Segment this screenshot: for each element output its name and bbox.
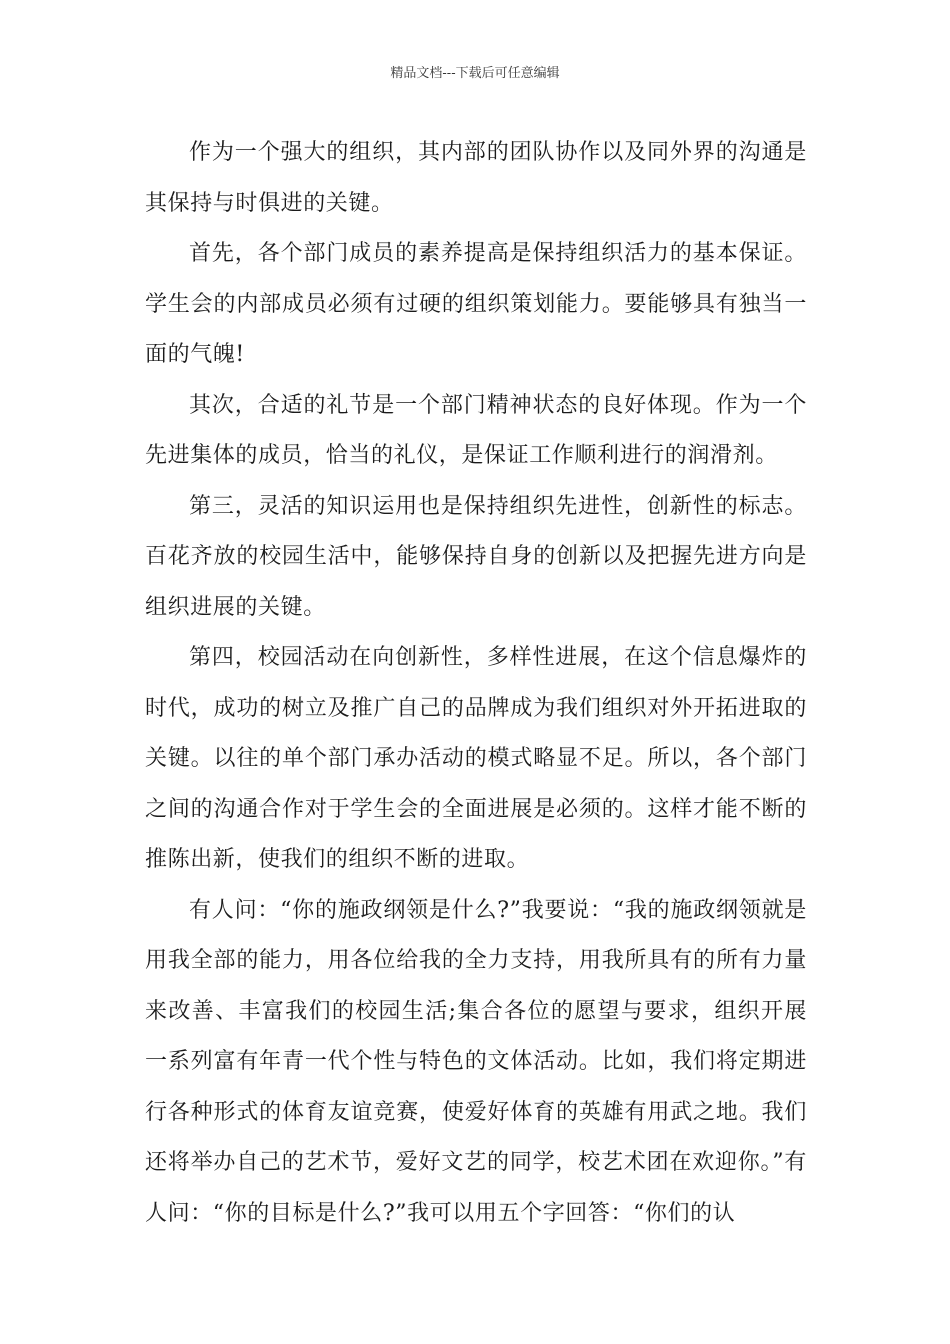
paragraph-fourth: 第四，校园活动在向创新性，多样性进展，在这个信息爆炸的时代，成功的树立及推广自己的品牌成为我们组织对外开拓进取的关键。以往的单个部门承办活动的模式略显不足。所以，各个部门之间的沟通合作对于学生会的全面进展是必须的。这样才能不断的推陈出新，使我们的组织不断的进取。 (145, 645, 807, 872)
paragraph-second: 其次，合适的礼节是一个部门精神状态的良好体现。作为一个先进集体的成员，恰当的礼仪，是保证工作顺利进行的润滑剂。 (145, 392, 807, 468)
page-header: 精品文档---下载后可任意编辑 (390, 66, 560, 81)
paragraph-intro: 作为一个强大的组织，其内部的团队协作以及同外界的沟通是其保持与时俱进的关键。 (145, 140, 807, 216)
document-body (145, 128, 807, 1239)
paragraph-questions: 有人问：“你的施政纲领是什么?”我要说：“我的施政纲领就是用我全部的能力，用各位给我的全力支持，用我所具有的所有力量来改善、丰富我们的校园生活;集合各位的愿望与要求，组织开展一系列富有年青一代个性与特色的文体活动。比如，我们将定期进行各种形式的体育友谊竞赛，使爱好体育的英雄有用武之地。我们还将举办自己的艺术节，爱好文艺的同学，校艺术团在欢迎你。”有人问：“你的目标是什么?”我可以用五个字回答：“你们的认 (145, 897, 807, 1226)
paragraph-first: 首先，各个部门成员的素养提高是保持组织活力的基本保证。学生会的内部成员必须有过硬的组织策划能力。要能够具有独当一面的气魄! (145, 241, 807, 367)
paragraph-third: 第三，灵活的知识运用也是保持组织先进性，创新性的标志。百花齐放的校园生活中，能够保持自身的创新以及把握先进方向是组织进展的关键。 (145, 493, 807, 620)
